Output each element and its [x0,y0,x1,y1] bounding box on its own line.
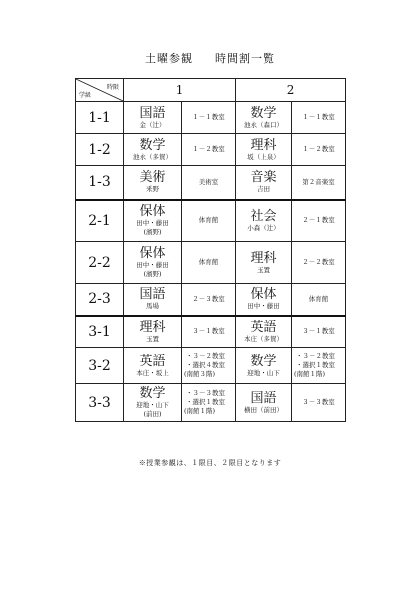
subject-cell [236,200,292,242]
table-row [76,134,346,166]
subject-name: 数学 [250,353,277,369]
room-cell [182,348,236,384]
room-name: ２－３教室 [192,294,225,303]
corner-cell [76,79,124,102]
subject-cell [236,102,292,134]
corner-period-label: 時限 [106,84,119,91]
room-cell [292,348,346,384]
subject-name: 数学 [250,105,277,121]
room-cell [292,200,346,242]
room-cell [182,384,236,422]
table-row [76,200,346,242]
subject-name: 保体 [139,204,166,220]
period-2-header: 2 [236,79,346,102]
room-name: ３－１教室 [192,327,225,336]
subject-cell [236,348,292,384]
class-cell: 3-1 [76,316,124,348]
teacher-name: 小森（辻） [247,223,280,232]
table-row [76,102,346,134]
table-row [76,166,346,200]
header-row [76,79,346,102]
room-name: ・選択１教室 [186,398,225,406]
room-cell [182,242,236,284]
subject-cell [124,242,182,284]
class-cell: 2-2 [76,242,124,284]
teacher-name: 本庄・坂上 [136,368,169,377]
subject-cell [236,384,292,422]
subject-name: 保体 [139,246,166,261]
class-cell: 2-1 [76,200,124,242]
teacher-name-sub: (濱野) [143,270,162,278]
room-cell [182,134,236,166]
subject-cell [124,134,182,166]
teacher-name: 迎地・山下 [247,368,280,377]
subject-cell [124,200,182,242]
teacher-name: 池永（多賀） [133,152,172,161]
room-cell [292,134,346,166]
teacher-name: 田中・藤田 [136,219,169,228]
teacher-name-sub: (濱野) [143,228,162,237]
teacher-name: 田中・藤田 [136,261,169,269]
subject-cell [124,316,182,348]
subject-name: 英語 [250,319,277,335]
teacher-name: 本庄（多賀） [244,334,284,343]
room-name: ３－１教室 [302,327,335,336]
subject-name: 国語 [250,390,277,406]
room-name: (南館１階) [294,370,326,378]
period-1-header: 1 [124,79,236,102]
subject-cell [236,316,292,348]
teacher-name-sub: (前田) [143,410,162,418]
room-name: ２－２教室 [302,258,335,266]
table-row [76,384,346,422]
teacher-name: 玉置 [257,265,271,274]
room-name: ・３－２教室 [296,352,336,360]
room-name: 体育館 [198,216,219,225]
footnote: ※授業参観は、１限目、２限目となります [138,459,282,467]
room-name: 体育館 [308,294,329,303]
room-name: ３－３教室 [302,398,335,406]
room-cell [292,284,346,316]
teacher-name: 池永（森口） [244,120,284,129]
subject-name: 美術 [139,170,166,186]
room-name: (南館３階) [184,370,216,378]
room-name: 体育館 [198,258,219,266]
room-cell [292,242,346,284]
table-row [76,348,346,384]
room-name: 第２音楽室 [302,177,335,186]
room-name: ・選択１教室 [296,361,336,369]
room-name: ２－１教室 [302,216,335,225]
subject-name: 国語 [139,287,166,303]
table-row [76,316,346,348]
subject-cell [124,284,182,316]
page-title [0,50,420,66]
room-name: １－１教室 [192,113,225,121]
subject-cell [124,102,182,134]
teacher-name: 釆野 [146,185,159,194]
room-cell [292,384,346,422]
room-name: ・３－２教室 [186,352,225,360]
timetable [75,78,346,422]
room-cell [182,200,236,242]
room-name: ・選択４教室 [186,361,225,369]
corner-class-label: 学級 [79,92,92,99]
subject-name: 理科 [250,137,277,153]
table-row [76,242,346,284]
teacher-name: 迎地・山下 [136,401,169,409]
teacher-name: 馬場 [146,302,159,311]
subject-cell [236,242,292,284]
room-name: 美術室 [198,177,219,186]
subject-name: 英語 [139,353,166,369]
class-cell: 3-2 [76,348,124,384]
room-name: １－２教室 [192,145,225,153]
class-cell: 2-3 [76,284,124,316]
subject-name: 数学 [139,386,166,401]
room-cell [292,102,346,134]
class-cell: 1-3 [76,166,124,200]
room-cell [182,284,236,316]
subject-cell [124,166,182,200]
subject-cell [236,166,292,200]
teacher-name: 坂（上泉） [247,152,280,161]
room-cell [292,316,346,348]
room-name: (南館１階) [184,407,216,415]
subject-cell [124,348,182,384]
subject-name: 音楽 [250,170,277,186]
teacher-name: 金（辻） [139,120,166,129]
class-cell: 3-3 [76,384,124,422]
subject-name: 国語 [139,105,166,121]
room-name: １－１教室 [302,113,335,121]
subject-name: 数学 [139,137,166,153]
teacher-name: 吉田 [257,185,271,194]
room-name: ・３－３教室 [186,389,225,397]
teacher-name: 玉置 [146,334,159,343]
table-row [76,284,346,316]
title-right: 時間割一覧 [215,52,275,65]
teacher-name: 横田（前田） [244,405,284,414]
subject-cell [124,384,182,422]
subject-cell [236,134,292,166]
subject-name: 理科 [139,319,166,335]
room-cell [182,316,236,348]
class-cell: 1-1 [76,102,124,134]
room-cell [292,166,346,200]
title-left: 土曜参観 [145,52,193,65]
subject-name: 保体 [250,287,277,303]
teacher-name: 田中・藤田 [247,302,280,311]
room-name: １－２教室 [302,145,335,153]
subject-name: 理科 [250,250,277,266]
class-cell: 1-2 [76,134,124,166]
subject-name: 社会 [250,208,277,224]
room-cell [182,102,236,134]
room-cell [182,166,236,200]
subject-cell [236,284,292,316]
